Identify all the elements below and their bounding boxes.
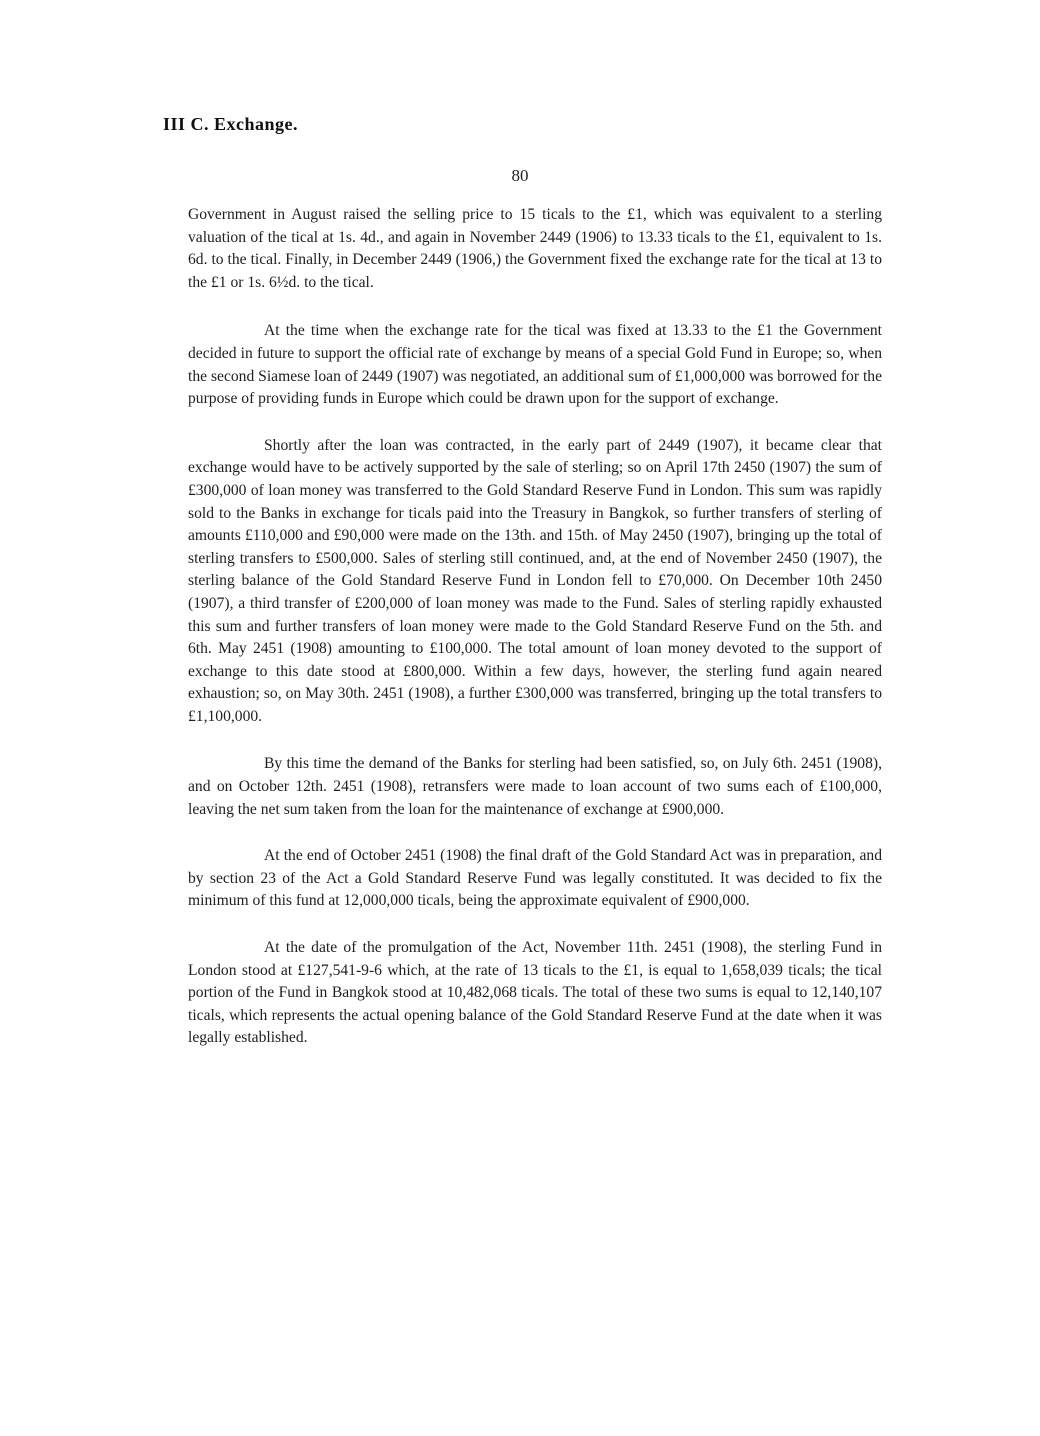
paragraph-sterling-transfers: Shortly after the loan was contracted, in the early part of 2449 (1907), it became clear that exchange would have to be actively supported by the sale of sterling; so on April 17th 2450 (1907) the sum of £300,000 of loan money was transferred to the Gold Standard Reserve Fund in London. This sum was rapidly sold to the Banks in exchange for ticals paid into the Treasury in Bangkok, so further transfers of sterling of amounts £110,000 and £90,000 were made on the 13th. and 15th. of May 2450 (1907), bringing up the total of sterling transfers to £500,000. Sales of sterling still continued, and, at the end of November 2450 (1907), the sterling balance of the Gold Standard Reserve Fund in London fell to £70,000. On December 10th 2450 (1907), a third transfer of £200,000 of loan money was made to the Fund. Sales of sterling rapidly exhausted this sum and further transfers of loan money were made to the Gold Standard Reserve Fund on the 5th. and 6th. May 2451 (1908) amounting to £100,000. The total amount of loan money devoted to the support of exchange to this date stood at £800,000. Within a few days, however, the sterling fund again neared exhaustion; so, on May 30th. 2451 (1908), a further £300,000 was transferred, bringing up the total transfers to £1,100,000. <box>188 436 882 725</box>
paragraph-retransfers: By this time the demand of the Banks for sterling had been satisfied, so, on July 6th. 2451 (1908), and on October 12th. 2451 (1908), retransfers were made to loan account of two sums each of £100,000, leaving the net sum taken from the loan for the maintenance of exchange at £900,000. <box>188 755 882 818</box>
paragraph-gold-standard-act: At the end of October 2451 (1908) the final draft of the Gold Standard Act was in preparation, and by section 23 of the Act a Gold Standard Reserve Fund was legally constituted. It was decided to fix the minimum of this fund at 12,000,000 ticals, being the approximate equivalent of £900,000. <box>188 847 882 910</box>
body-text <box>188 204 882 1074</box>
section-heading: III C. Exchange. <box>163 114 299 134</box>
paragraph-continuation: Government in August raised the selling price to 15 ticals to the £1, which was equivalent to a sterling valuation of the tical at 1s. 4d., and again in November 2449 (1906) to 13.33 ticals to the £1, equivalent to 1s. 6d. to the tical. Finally, in December 2449 (1906,) the Government fixed the exchange rate for the tical at 13 to the £1 or 1s. 6½d. to the tical. <box>188 206 882 291</box>
paragraph-gold-fund: At the time when the exchange rate for the tical was fixed at 13.33 to the £1 the Government decided in future to support the official rate of exchange by means of a special Gold Fund in Europe; so, when the second Siamese loan of 2449 (1907) was negotiated, an additional sum of £1,000,000 was borrowed for the purpose of providing funds in Europe which could be drawn upon for the support of exchange. <box>188 322 882 408</box>
page-number: 80 <box>511 166 529 185</box>
paragraph-opening-balance: At the date of the promulgation of the Act, November 11th. 2451 (1908), the sterling Fund in London stood at £127,541-9-6 which, at the rate of 13 ticals to the £1, is equal to 1,658,039 ticals; the tical portion of the Fund in Bangkok stood at 10,482,068 ticals. The total of these two sums is equal to 12,140,107 ticals, which represents the actual opening balance of the Gold Standard Reserve Fund at the date when it was legally established. <box>188 939 882 1047</box>
